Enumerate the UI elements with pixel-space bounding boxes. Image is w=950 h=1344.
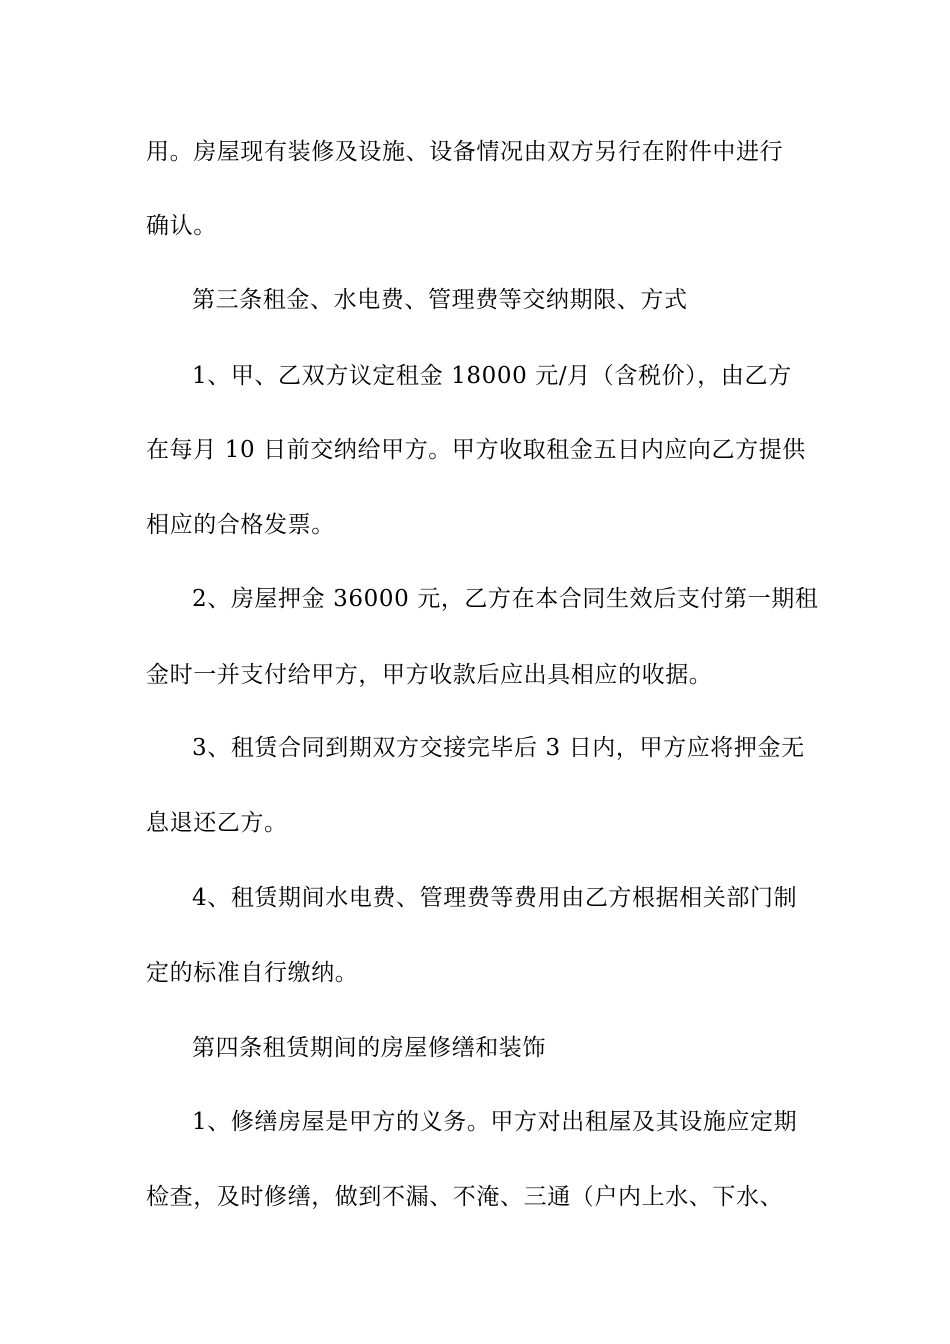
paragraph-line: 金时一并支付给甲方，甲方收款后应出具相应的收据。 <box>146 662 713 688</box>
paragraph-line: 2、房屋押金 36000 元，乙方在本合同生效后支付第一期租 <box>192 586 819 612</box>
section-heading-article-3: 第三条租金、水电费、管理费等交纳期限、方式 <box>192 287 688 313</box>
paragraph-line: 1、修缮房屋是甲方的义务。甲方对出租屋及其设施应定期 <box>192 1109 798 1135</box>
paragraph-line: 1、甲、乙双方议定租金 18000 元/月（含税价），由乙方 <box>192 363 792 389</box>
paragraph-line: 相应的合格发票。 <box>146 512 335 538</box>
paragraph-line: 在每月 10 日前交纳给甲方。甲方收取租金五日内应向乙方提供 <box>146 437 806 463</box>
section-heading-article-4: 第四条租赁期间的房屋修缮和装饰 <box>192 1035 546 1061</box>
paragraph-line: 4、租赁期间水电费、管理费等费用由乙方根据相关部门制 <box>192 885 798 911</box>
paragraph-line: 定的标准自行缴纳。 <box>146 960 359 986</box>
paragraph-line: 用。房屋现有装修及设施、设备情况由双方另行在附件中进行 <box>146 139 784 165</box>
paragraph-line: 检查，及时修缮，做到不漏、不淹、三通（户内上水、下水、 <box>146 1184 784 1210</box>
paragraph-line: 息退还乙方。 <box>146 810 288 836</box>
paragraph-line: 确认。 <box>146 213 217 239</box>
paragraph-line: 3、租赁合同到期双方交接完毕后 3 日内，甲方应将押金无 <box>192 735 805 761</box>
